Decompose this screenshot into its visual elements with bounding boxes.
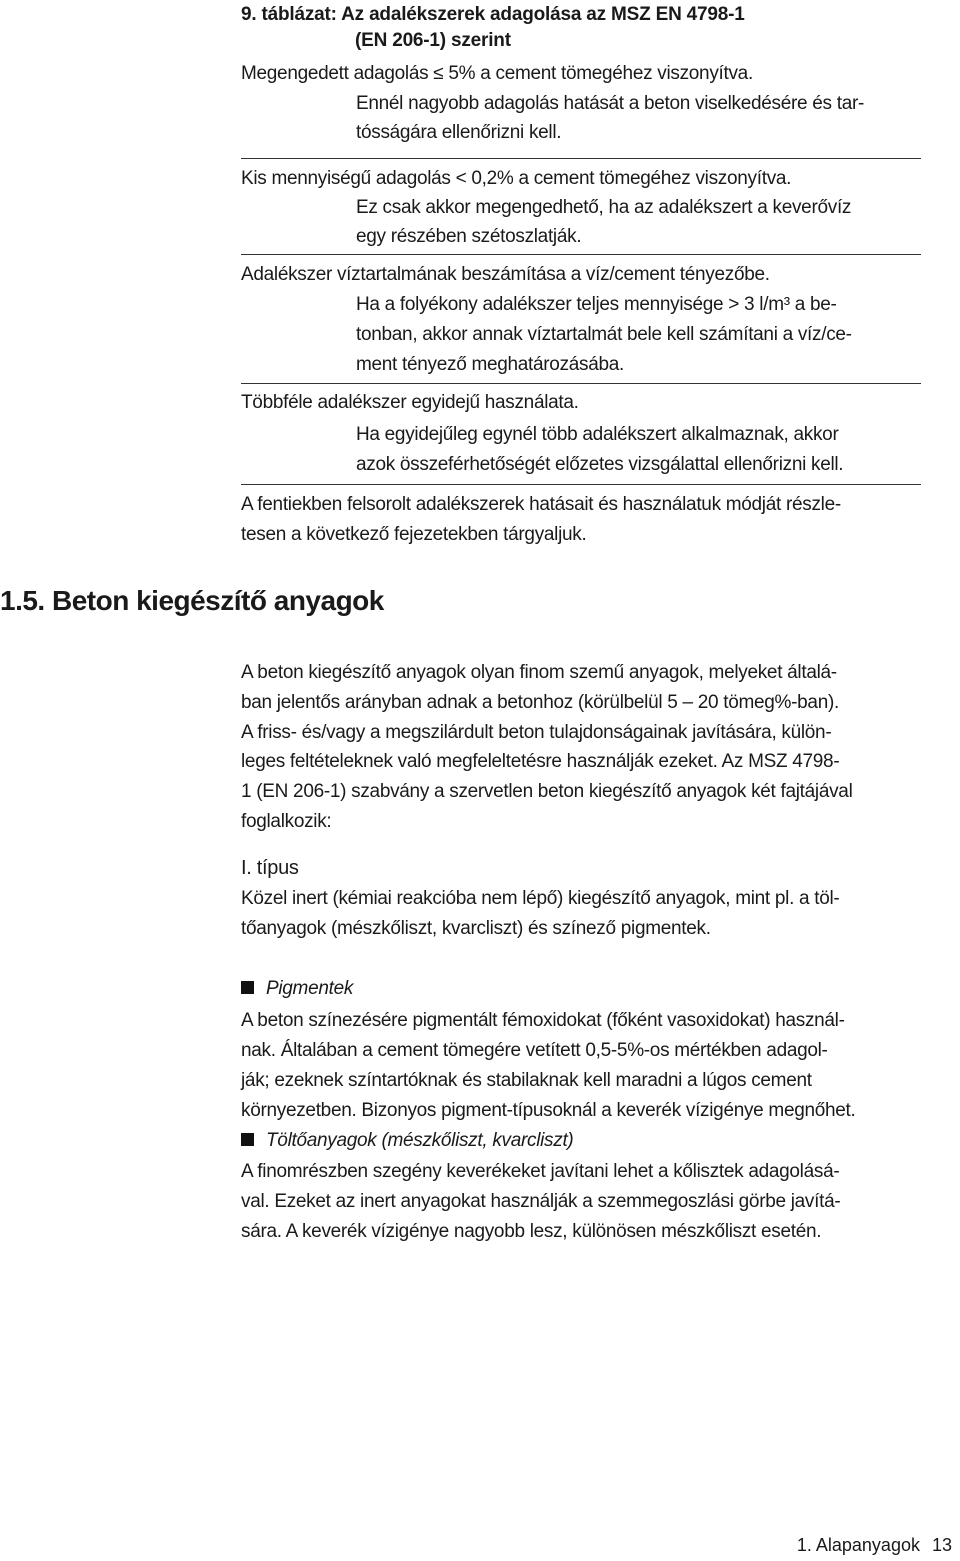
fillers-line: sára. A keverék vízigénye nagyobb lesz, különösen mészkőliszt esetén. (241, 1221, 822, 1242)
intro-paragraph-line: A fentiekben felsorolt adalékszerek hatásait és használatuk módját részle- (241, 494, 841, 515)
pigments-line: ják; ezeknek színtartóknak és stabilaknak kell maradni a lúgos cement (241, 1070, 812, 1091)
table-row-heading: Megengedett adagolás ≤ 5% a cement tömegéhez viszonyítva. (241, 63, 753, 84)
table-row-note: Ha egyidejűleg egynél több adalékszert alkalmaznak, akkor (356, 424, 839, 445)
pigments-line: környezetben. Bizonyos pigment-típusoknál a keverék vízigénye megnőhet. (241, 1100, 856, 1121)
pigments-heading-label: Pigmentek (266, 978, 354, 999)
fillers-heading (241, 1126, 573, 1155)
table-row-note: ment tényező meghatározásába. (356, 354, 625, 375)
fillers-line: val. Ezeket az inert anyagokat használják a szemmegoszlási görbe javítá- (241, 1191, 841, 1212)
table-divider (241, 484, 921, 485)
intro-paragraph-line: tesen a következő fejezetekben tárgyaljuk. (241, 524, 587, 545)
section-paragraph-line: A friss- és/vagy a megszilárdult beton tulajdonságainak javítására, külön- (241, 722, 832, 743)
table-row-heading: Kis mennyiségű adagolás < 0,2% a cement tömegéhez viszonyítva. (241, 168, 792, 189)
footer-chapter: 1. Alapanyagok (796, 1535, 920, 1555)
section-paragraph-line: 1 (EN 206-1) szabvány a szervetlen beton kiegészítő anyagok két fajtájával (241, 781, 853, 802)
square-bullet-icon (241, 981, 254, 994)
section-paragraph-line: ban jelentős arányban adnak a betonhoz (körülbelül 5 – 20 tömeg%-ban). (241, 692, 839, 713)
square-bullet-icon (241, 1133, 254, 1146)
section-heading: 1.5. Beton kiegészítő anyagok (0, 585, 384, 616)
section-paragraph-line: foglalkozik: (241, 811, 332, 832)
type1-heading: I. típus (241, 857, 299, 879)
fillers-line: A finomrészben szegény keverékeket javítani lehet a kőlisztek adagolásá- (241, 1161, 840, 1182)
section-paragraph-line: leges feltételeknek való megfeleltetésre használják ezeket. Az MSZ 4798- (241, 751, 840, 772)
pigments-line: A beton színezésére pigmentált fémoxidokat (főként vasoxidokat) használ- (241, 1010, 845, 1031)
table-row-note: Ennél nagyobb adagolás hatását a beton viselkedésére és tar- (356, 93, 865, 114)
table-row-note: tósságára ellenőrizni kell. (356, 122, 562, 143)
table-row-heading: Többféle adalékszer egyidejű használata. (241, 392, 579, 413)
table-row-note: tonban, akkor annak víztartalmát bele kell számítani a víz/ce- (356, 324, 852, 345)
table-divider (241, 254, 921, 255)
fillers-heading-label: Töltőanyagok (mészkőliszt, kvarcliszt) (266, 1130, 574, 1151)
table-title-line-2: (EN 206-1) szerint (355, 30, 511, 51)
pigments-line: nak. Általában a cement tömegére vetített 0,5-5%-os mértékben adagol- (241, 1040, 828, 1061)
page-number: 13 (931, 1535, 952, 1555)
table-row-note: egy részében szétoszlatják. (356, 226, 582, 247)
page-footer (797, 1533, 952, 1557)
section-paragraph-line: A beton kiegészítő anyagok olyan finom szemű anyagok, melyeket általá- (241, 662, 837, 683)
type1-line: Közel inert (kémiai reakcióba nem lépő) kiegészítő anyagok, mint pl. a töl- (241, 888, 840, 909)
table-divider (241, 158, 921, 159)
type1-line: tőanyagok (mészkőliszt, kvarcliszt) és színező pigmentek. (241, 918, 711, 939)
table-row-note: Ha a folyékony adalékszer teljes mennyisége > 3 l/m³ a be- (356, 294, 837, 315)
table-divider (241, 383, 921, 384)
table-title-line-1: 9. táblázat: Az adalékszerek adagolása az MSZ EN 4798-1 (241, 4, 745, 25)
table-row-heading: Adalékszer víztartalmának beszámítása a víz/cement tényezőbe. (241, 264, 770, 285)
table-row-note: azok összeférhetőségét előzetes vizsgálattal ellenőrizni kell. (356, 454, 844, 475)
table-row-note: Ez csak akkor megengedhető, ha az adalékszert a keverővíz (356, 197, 852, 218)
pigments-heading (241, 974, 353, 1003)
